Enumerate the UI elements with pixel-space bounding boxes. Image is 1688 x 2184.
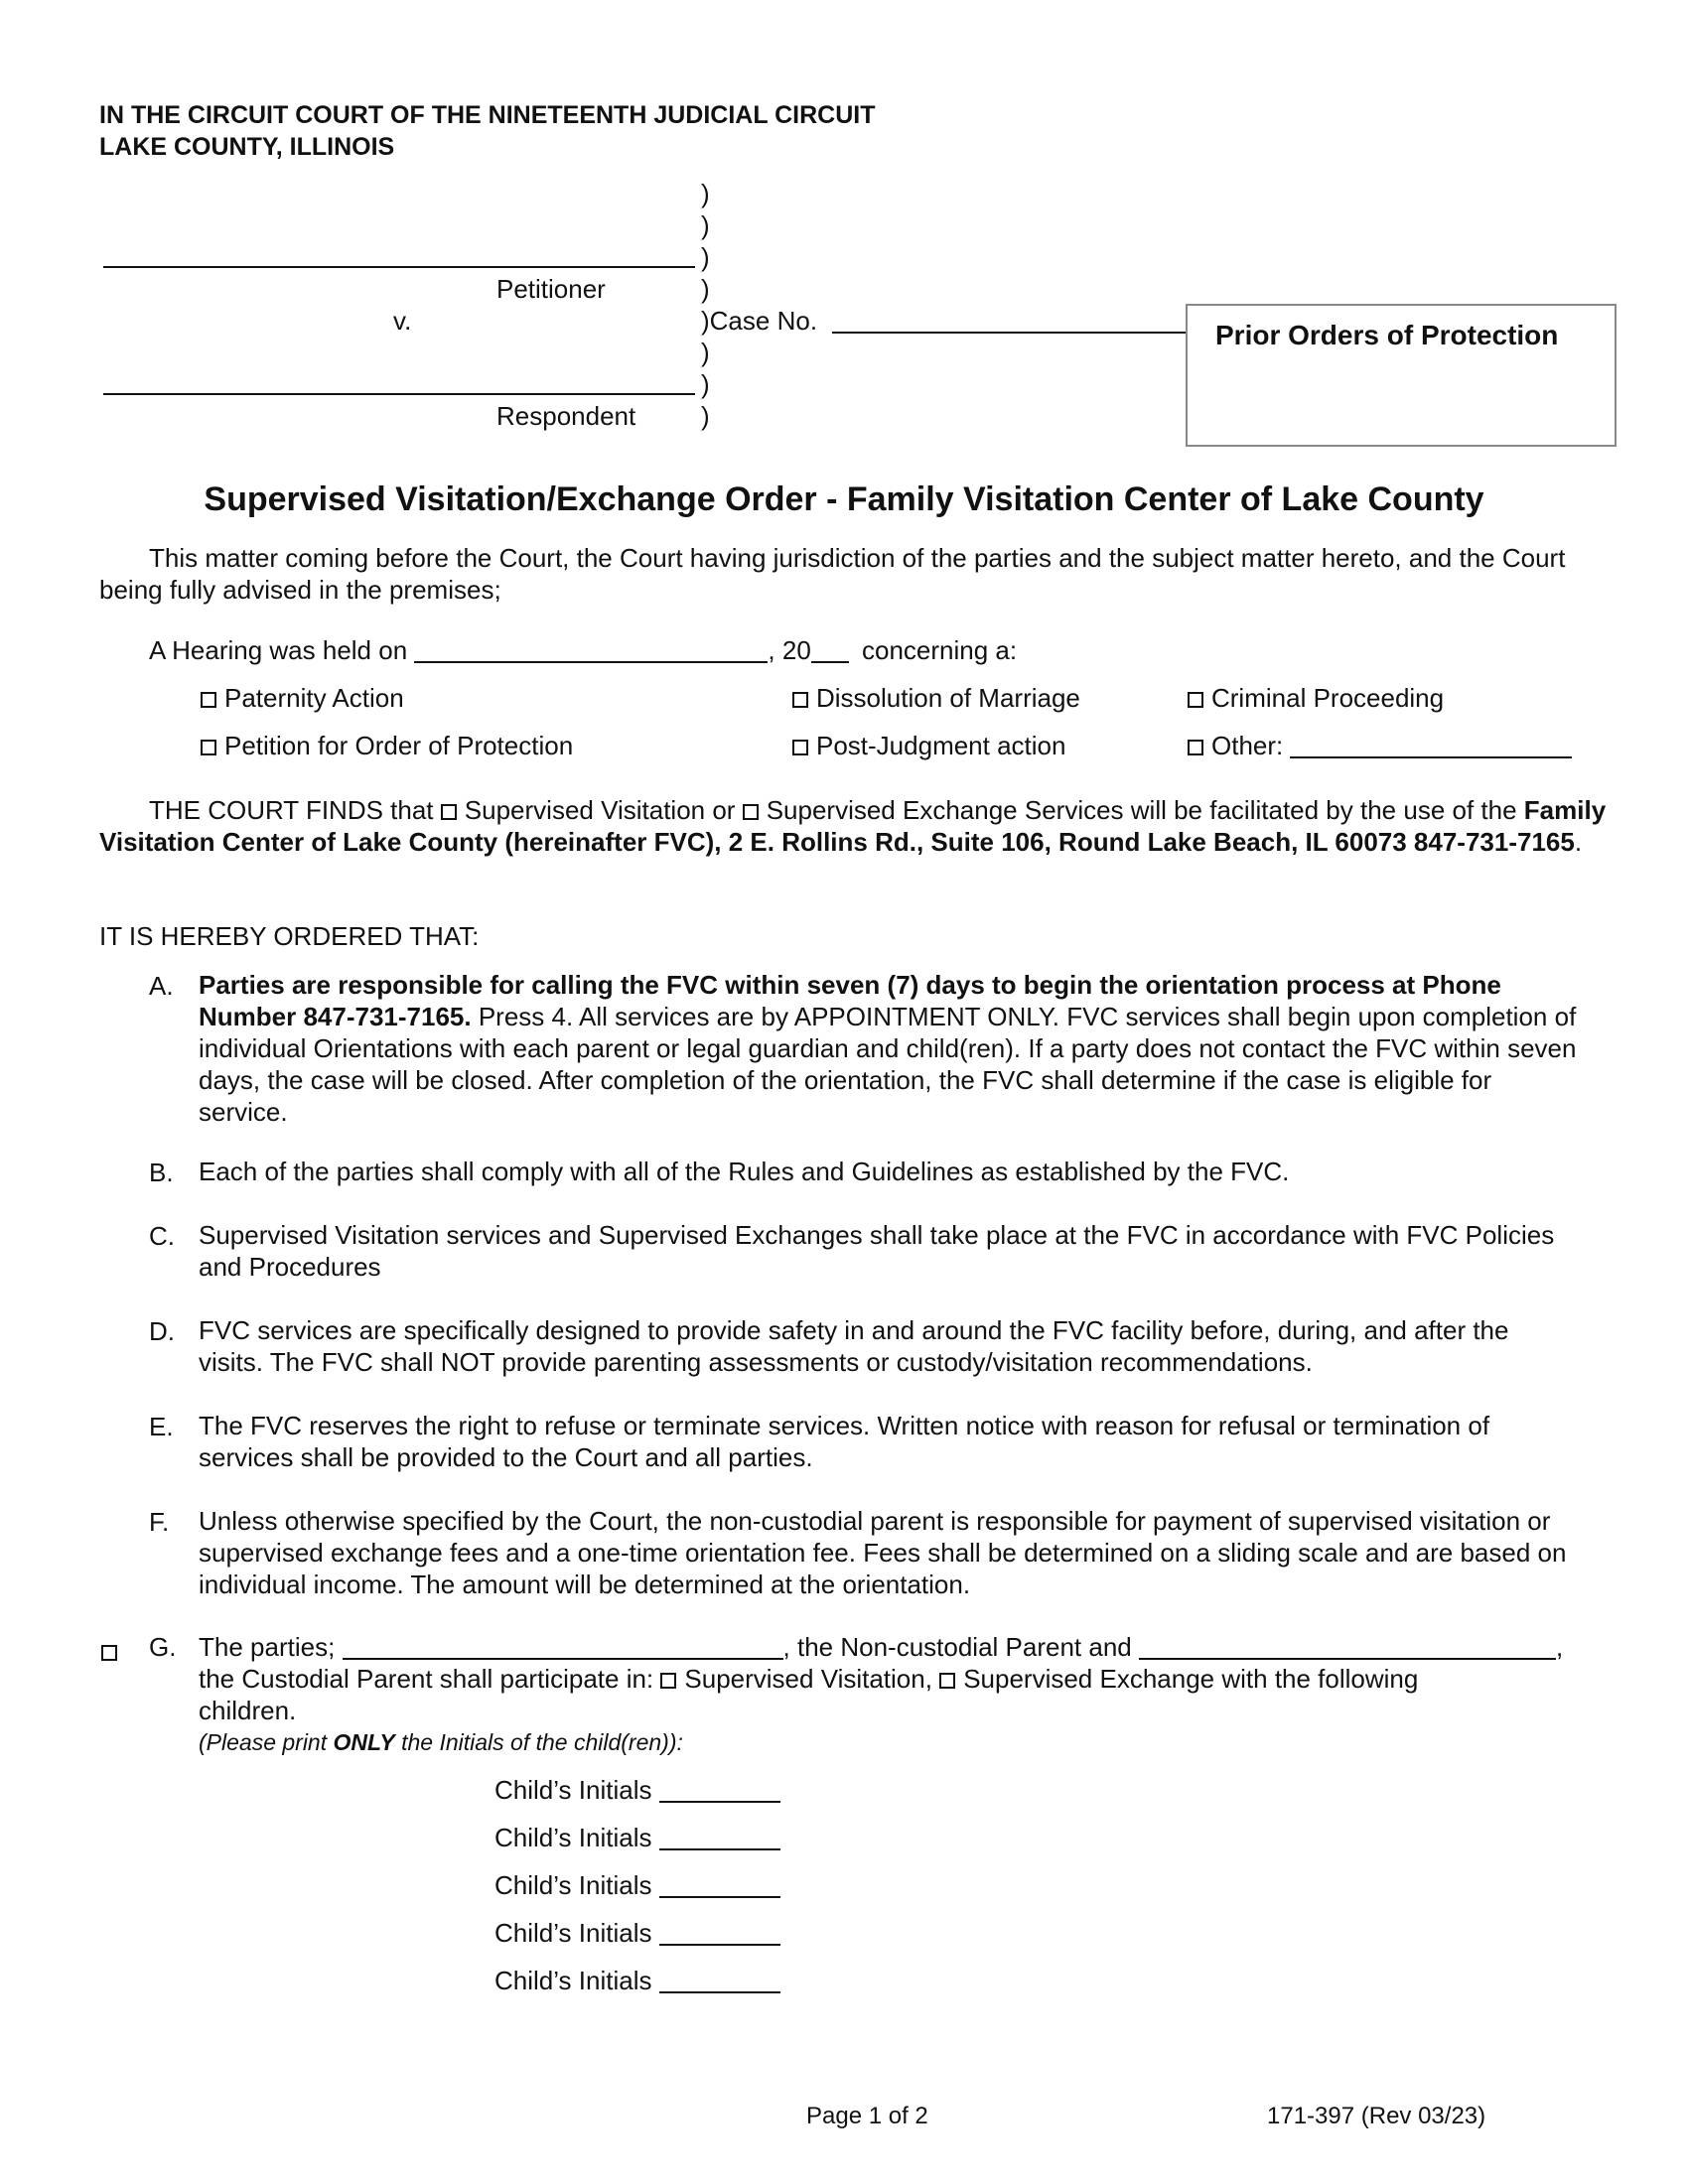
petitioner-name-line[interactable] <box>103 266 695 268</box>
form-number: 171-397 (Rev 03/23) <box>1267 2103 1486 2129</box>
option-paternity[interactable]: Paternity Action <box>201 683 404 714</box>
option-other[interactable]: Other: <box>1188 731 1572 761</box>
custodial-parent-field[interactable] <box>1139 1658 1556 1660</box>
page-title: Supervised Visitation/Exchange Order - Family Visitation Center of Lake County <box>204 480 1484 518</box>
item-e-text: The FVC reserves the right to refuse or terminate services. Written notice with reason for refusal or termination of services shall be provided to the Court and all parties. <box>199 1411 1490 1472</box>
respondent-label: Respondent <box>496 401 636 431</box>
item-f-letter: F. <box>149 1507 170 1537</box>
item-g-letter: G. <box>149 1632 177 1662</box>
case-number-line[interactable] <box>832 332 1186 334</box>
hearing-date-field[interactable] <box>414 661 768 663</box>
child-initials-row: Child’s Initials <box>494 1823 780 1853</box>
item-a-letter: A. <box>149 971 174 1001</box>
post-judgment-checkbox[interactable] <box>792 740 808 755</box>
intro-paragraph: This matter coming before the Court, the Court having jurisdiction of the parties and the subject matter hereto, and the Court being fully advised in the premises; <box>99 543 1566 605</box>
item-d-letter: D. <box>149 1316 175 1346</box>
court-name: IN THE CIRCUIT COURT OF THE NINETEENTH JUDICIAL CIRCUIT <box>99 101 876 129</box>
item-g-checkbox-wrap[interactable] <box>101 1636 125 1667</box>
dissolution-checkbox[interactable] <box>792 692 808 708</box>
item-b-letter: B. <box>149 1158 174 1187</box>
item-g-line1: The parties; , the Non-custodial Parent and , <box>199 1632 1564 1662</box>
child-initials-field[interactable] <box>659 1801 780 1803</box>
option-criminal[interactable]: Criminal Proceeding <box>1188 683 1444 714</box>
hearing-line: A Hearing was held on , 20 concerning a: <box>149 635 1018 665</box>
petition-checkbox[interactable] <box>201 740 216 755</box>
item-e-letter: E. <box>149 1412 174 1441</box>
paternity-checkbox[interactable] <box>201 692 216 708</box>
petitioner-label: Petitioner <box>496 274 606 304</box>
prior-orders-box[interactable] <box>1186 304 1617 447</box>
child-initials-row: Child’s Initials <box>494 1966 780 1996</box>
child-initials-field[interactable] <box>659 1991 780 1993</box>
prior-orders-label: Prior Orders of Protection <box>1215 320 1559 350</box>
court-findings: THE COURT FINDS that Supervised Visitation or Supervised Exchange Services will be facilitated by the use of the Family Visitation Center of Lake County (hereinafter FVC), 2 E. Rollins Rd., Suite 106, Round Lake Beach, IL 60073 847-731-7165. <box>99 795 1607 857</box>
respondent-name-line[interactable] <box>103 393 695 395</box>
option-dissolution[interactable]: Dissolution of Marriage <box>792 683 1080 714</box>
child-initials-row: Child’s Initials <box>494 1775 780 1806</box>
option-post-judgment[interactable]: Post-Judgment action <box>792 731 1065 761</box>
ordered-heading: IT IS HEREBY ORDERED THAT: <box>99 921 480 951</box>
court-county: LAKE COUNTY, ILLINOIS <box>99 133 395 161</box>
page-number: Page 1 of 2 <box>806 2103 928 2129</box>
hearing-year-field[interactable] <box>811 661 849 663</box>
criminal-checkbox[interactable] <box>1188 692 1203 708</box>
item-c-letter: C. <box>149 1221 175 1251</box>
initials-note: (Please print ONLY the Initials of the child(ren)): <box>199 1729 683 1755</box>
item-c-text: Supervised Visitation services and Supervised Exchanges shall take place at the FVC in accordance with FVC Policies and Procedures <box>199 1220 1555 1282</box>
item-g-line2: the Custodial Parent shall participate in: Supervised Visitation, Supervised Exchange with the following <box>199 1664 1419 1694</box>
item-b-text: Each of the parties shall comply with all of the Rules and Guidelines as established by the FVC. <box>199 1157 1290 1186</box>
child-initials-field[interactable] <box>659 1944 780 1946</box>
case-no-label: )Case No. <box>701 306 818 336</box>
visitation-checkbox[interactable] <box>441 804 457 820</box>
other-field[interactable] <box>1290 756 1572 758</box>
child-initials-row: Child’s Initials <box>494 1870 780 1901</box>
item-g-line3: children. <box>199 1696 297 1725</box>
child-initials-row: Child’s Initials <box>494 1918 780 1949</box>
noncustodial-parent-field[interactable] <box>343 1658 783 1660</box>
item-a-text: Parties are responsible for calling the FVC within seven (7) days to begin the orientation process at Phone Number 847-731-7165. Press 4. All services are by APPOINTMENT ONLY. FVC services shall begin upon completion of individual Orientations with each parent or legal guardian and child(ren). If a party does not contact the FVC within seven days, the case will be closed. After completion of the orientation, the FVC shall determine if the case is eligible for service. <box>199 970 1577 1127</box>
item-f-text: Unless otherwise specified by the Court, the non-custodial parent is responsible for payment of supervised visitation or supervised exchange fees and a one-time orientation fee. Fees shall be determined on a sliding scale and are based on individual income. The amount will be determined at the orientation. <box>199 1506 1567 1599</box>
g-visitation-checkbox[interactable] <box>660 1673 676 1689</box>
item-g-checkbox[interactable] <box>101 1645 117 1661</box>
versus-label: v. <box>393 306 412 336</box>
g-exchange-checkbox[interactable] <box>939 1673 955 1689</box>
child-initials-field[interactable] <box>659 1896 780 1898</box>
other-checkbox[interactable] <box>1188 740 1203 755</box>
child-initials-field[interactable] <box>659 1848 780 1850</box>
option-petition[interactable]: Petition for Order of Protection <box>201 731 573 761</box>
item-d-text: FVC services are specifically designed to provide safety in and around the FVC facility before, during, and after the visits. The FVC shall NOT provide parenting assessments or custody/visitation recommendations. <box>199 1315 1509 1377</box>
exchange-checkbox[interactable] <box>743 804 759 820</box>
